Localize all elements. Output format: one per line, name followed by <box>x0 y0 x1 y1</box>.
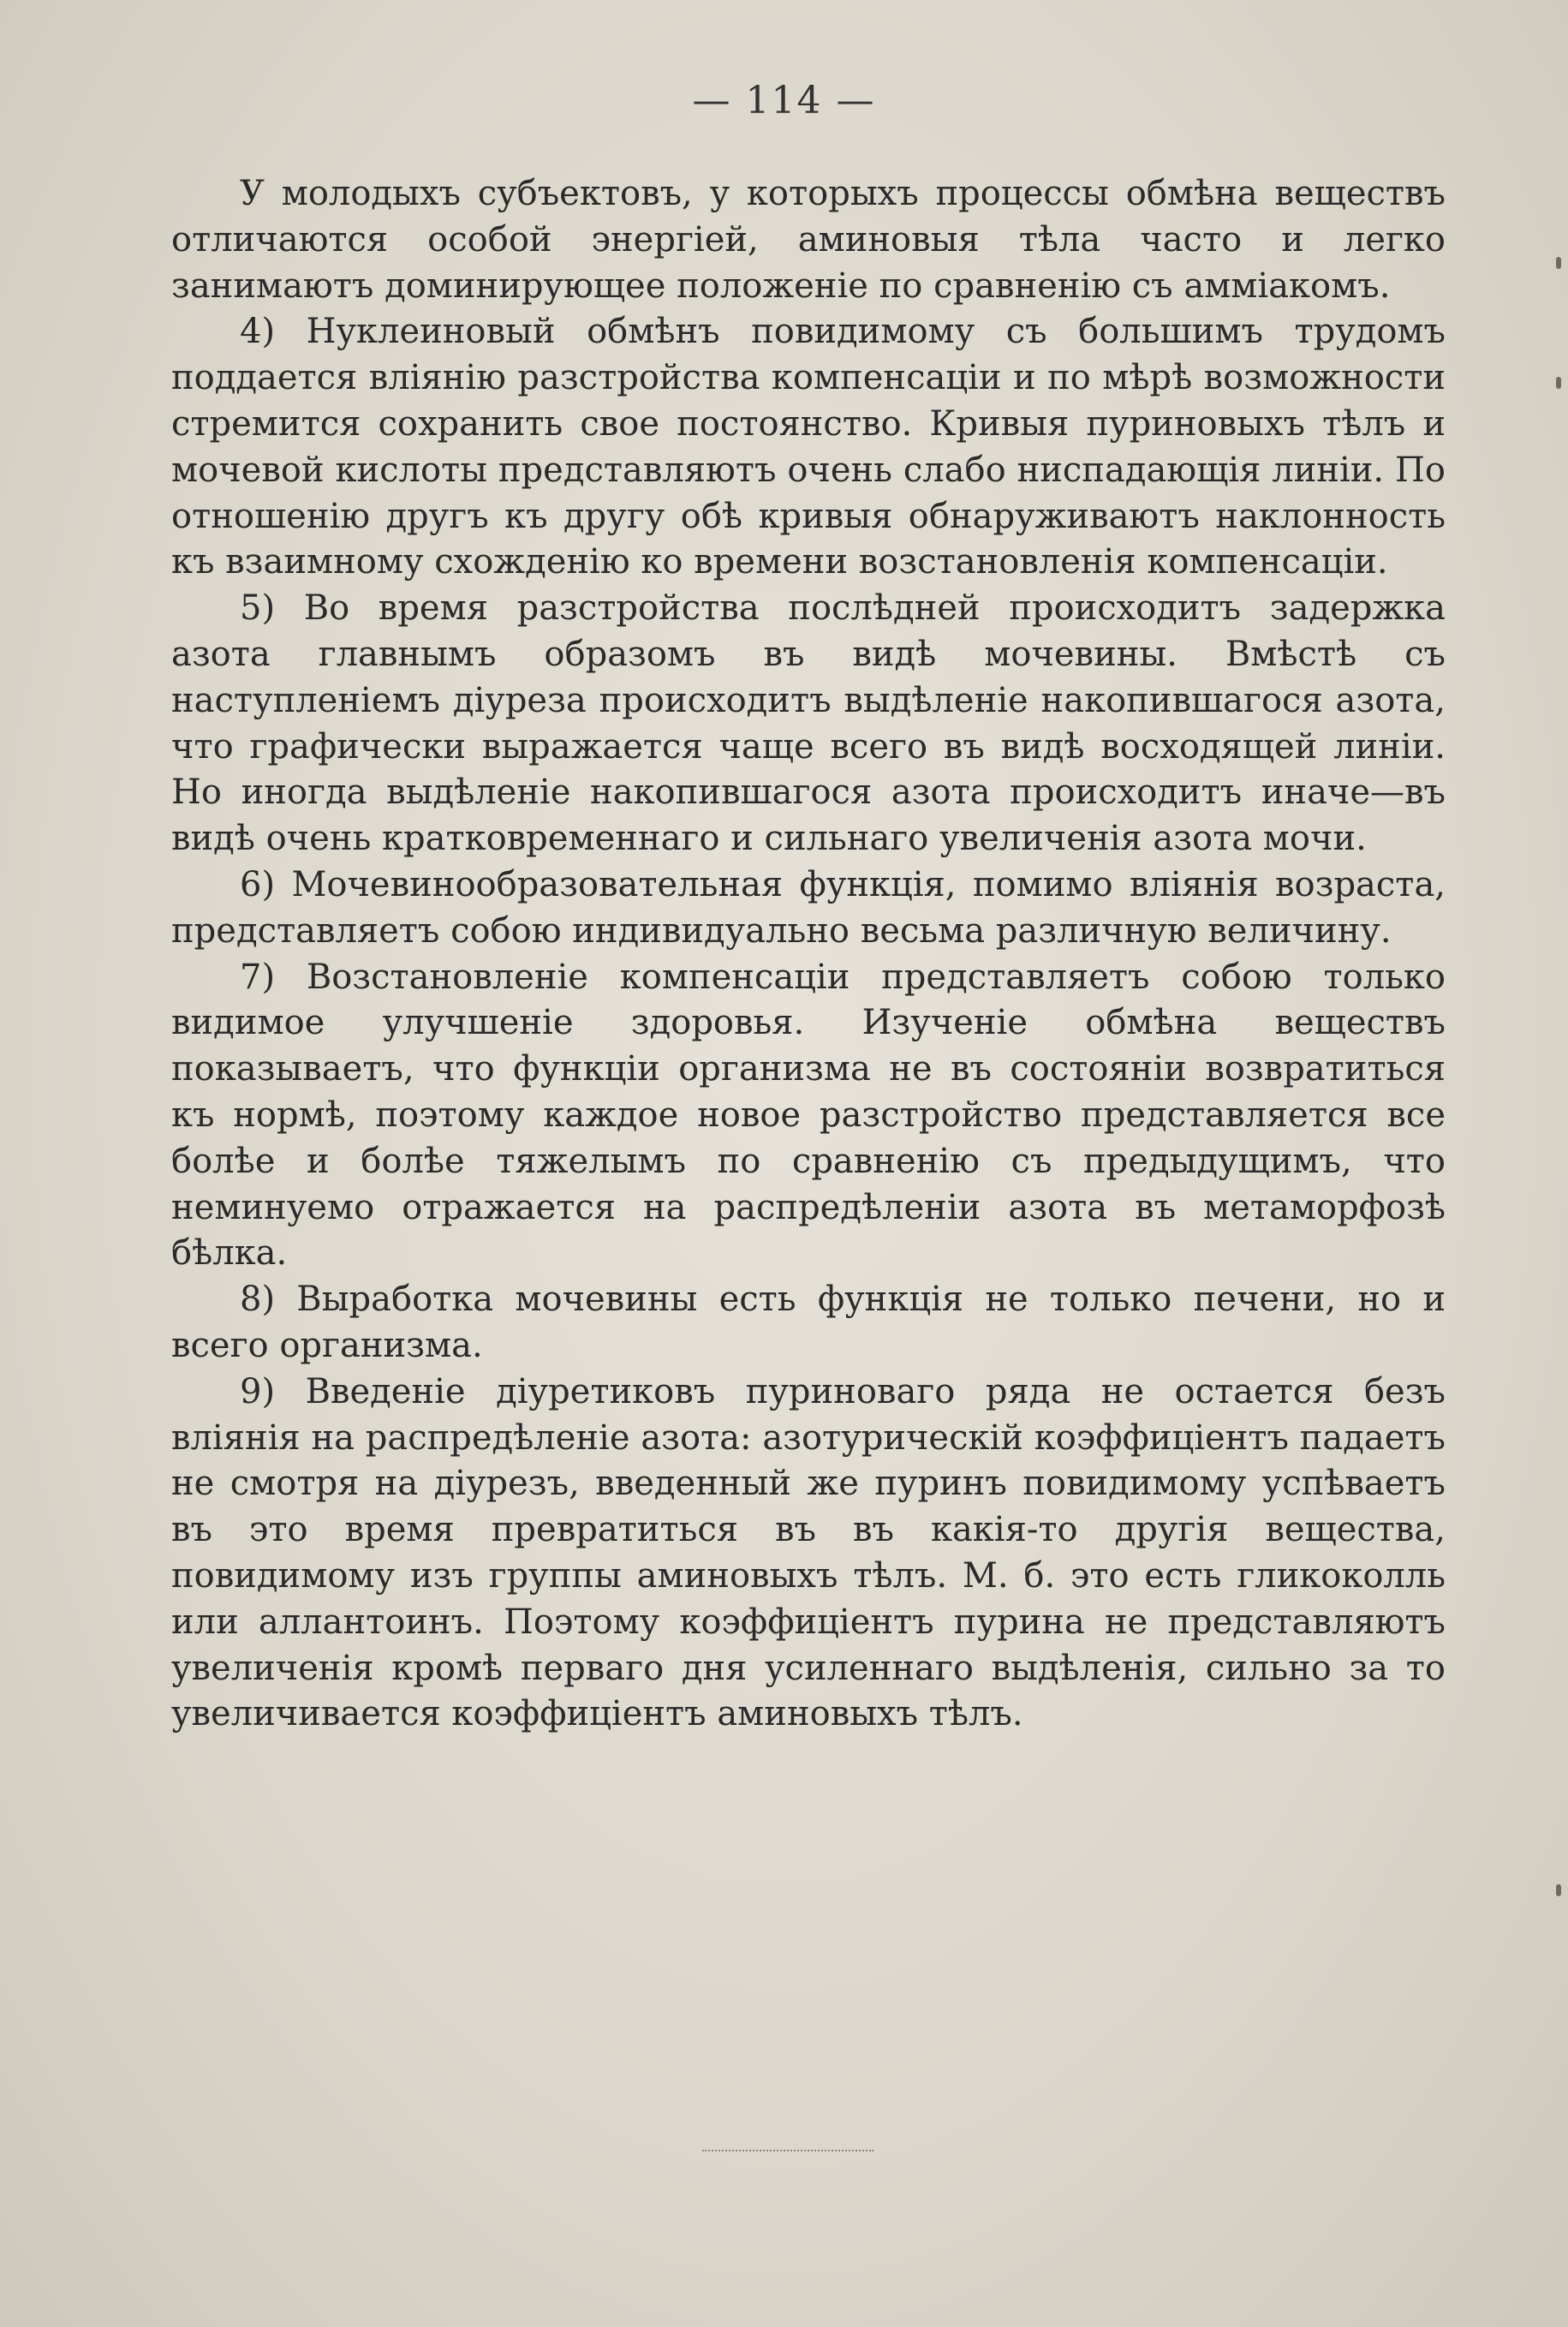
paragraph-5: 5) Во время разстройства послѣдней происходитъ задержка азота главнымъ образомъ въ видѣ мочевины. Вмѣстѣ съ наступленіемъ діуреза происходитъ выдѣленіе накопившагося азота, что графически выражается чаще всего въ видѣ восходящей линіи. Но иногда выдѣленіе накопившагося азота происходитъ иначе—въ видѣ очень кратковременнаго и сильнаго увеличенія азота мочи. <box>171 588 1446 859</box>
paragraph-8: 8) Выработка мочевины есть функція не только печени, но и всего организма. <box>171 1280 1446 1365</box>
paragraph-4: 4) Нуклеиновый обмѣнъ повидимому съ большимъ трудомъ поддается вліянію разстройства компенсаціи и по мѣрѣ возможности стремится сохранить свое постоянство. Кривыя пуриновыхъ тѣлъ и мочевой кислоты представляютъ очень слабо ниспадающія линіи. По отношенію другъ къ другу обѣ кривыя обнаруживаютъ наклонность къ взаимному схожденію ко времени возстановленія компенсаціи. <box>171 312 1446 582</box>
margin-speck <box>1556 377 1561 389</box>
margin-speck <box>1556 257 1561 269</box>
paragraph-7: 7) Возстановленіе компенсаціи представляетъ собою только видимое улучшеніе здоровья. Изученіе обмѣна веществъ показываетъ, что функціи организма не въ состояніи возвратиться къ нормѣ, поэтому каждое новое разстройство представляется все болѣе и болѣе тяжелымъ по сравненію съ предыдущимъ, что неминуемо отражается на распредѣленіи азота въ метаморфозѣ бѣлка. <box>171 957 1446 1274</box>
paragraph-9: 9) Введеніе діуретиковъ пуриноваго ряда не остается безъ вліянія на распредѣленіе азота: азотурическій коэффиціентъ падаетъ не смотря на діурезъ, введенный же пуринъ повидимому успѣваетъ въ это время превратиться въ въ какія-то другія вещества, повидимому изъ группы аминовыхъ тѣлъ. М. б. это есть гликоколль или аллантоинъ. Поэтому коэффиціентъ пурина не представляютъ увеличенія кромѣ перваго дня усиленнаго выдѣленія, сильно за то увеличивается коэффиціентъ аминовыхъ тѣлъ. <box>171 1371 1446 1734</box>
paragraph-6: 6) Мочевинообразовательная функція, помимо вліянія возраста, представляетъ собою индивидуально весьма различную величину. <box>171 864 1446 951</box>
body-text <box>171 171 1446 1738</box>
end-divider <box>702 2150 873 2151</box>
paragraph-intro: У молодыхъ субъектовъ, у которыхъ процессы обмѣна веществъ отличаются особой энергіей, аминовыя тѣла часто и легко занимаютъ доминирующее положеніе по сравненію съ аммiакомъ. <box>171 174 1446 306</box>
margin-speck <box>1556 1884 1561 1896</box>
page-number: — 114 — <box>692 79 876 122</box>
